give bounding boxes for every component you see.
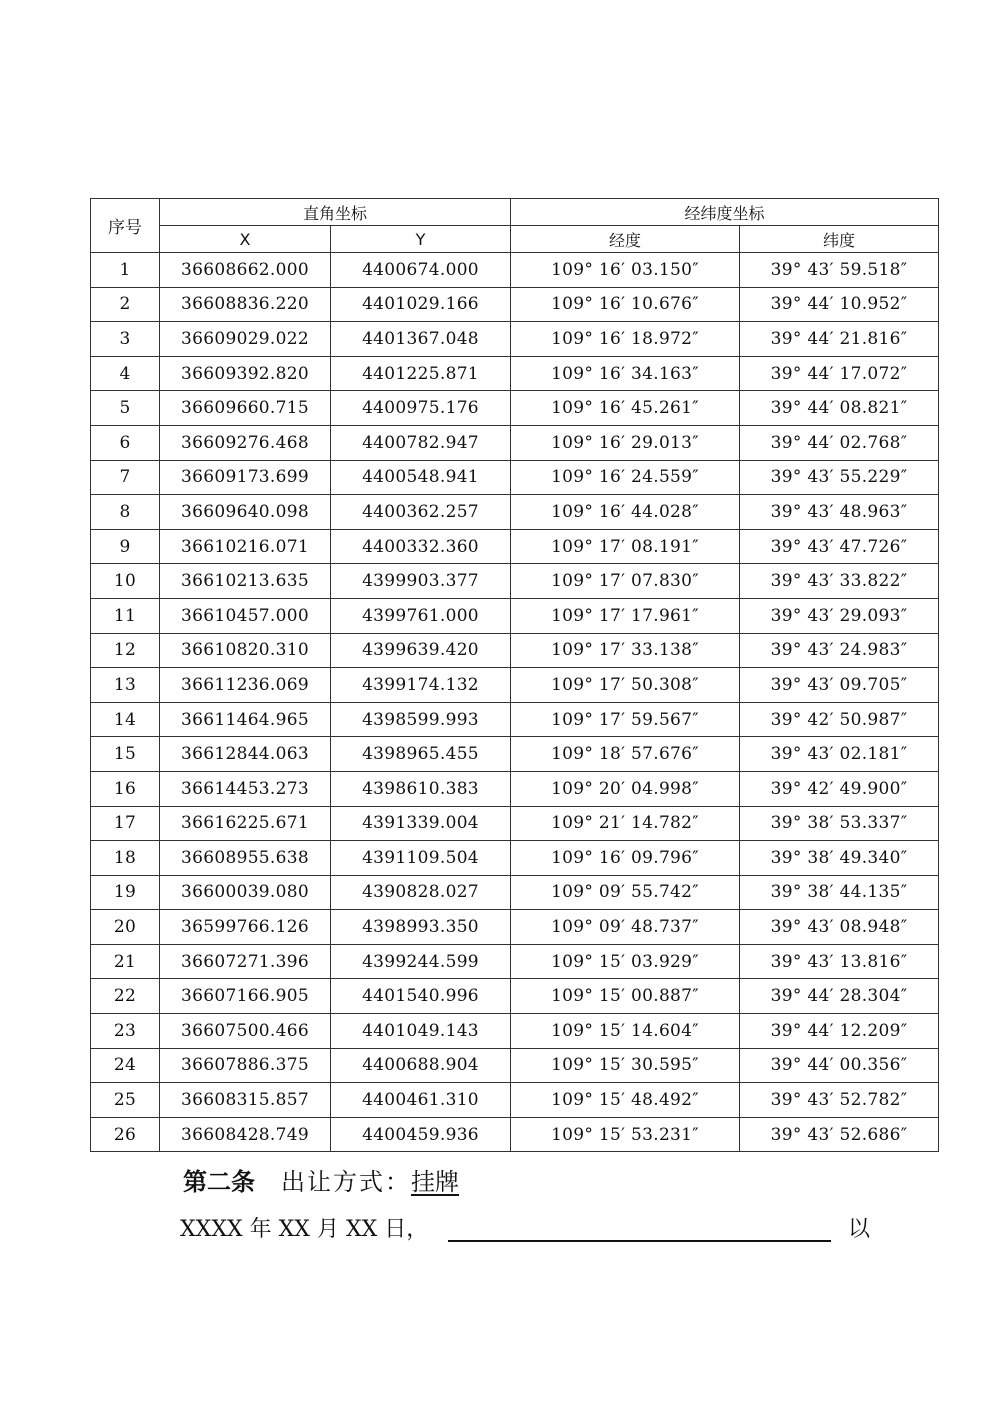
table-row (91, 979, 939, 1014)
cell-y: 4401029.166 (331, 287, 511, 322)
table-row (91, 391, 939, 426)
cell-latitude: 39° 44′ 28.304″ (740, 979, 939, 1014)
header-y: Y (331, 226, 511, 253)
cell-latitude: 39° 42′ 49.900″ (740, 771, 939, 806)
cell-latitude: 39° 43′ 02.181″ (740, 737, 939, 772)
cell-seq: 14 (91, 702, 160, 737)
cell-y: 4400688.904 (331, 1048, 511, 1083)
table-row (91, 425, 939, 460)
cell-latitude: 39° 43′ 48.963″ (740, 495, 939, 530)
table-row (91, 253, 939, 288)
coordinate-table (90, 198, 939, 1152)
cell-longitude: 109° 21′ 14.782″ (511, 806, 740, 841)
table-row (91, 564, 939, 599)
cell-seq: 5 (91, 391, 160, 426)
cell-longitude: 109° 16′ 03.150″ (511, 253, 740, 288)
cell-latitude: 39° 43′ 59.518″ (740, 253, 939, 288)
cell-latitude: 39° 38′ 44.135″ (740, 875, 939, 910)
cell-longitude: 109° 16′ 10.676″ (511, 287, 740, 322)
table-row (91, 771, 939, 806)
table-row (91, 1083, 939, 1118)
table-row (91, 806, 939, 841)
header-seq: 序号 (91, 199, 160, 253)
cell-y: 4398610.383 (331, 771, 511, 806)
cell-x: 36610820.310 (160, 633, 331, 668)
cell-seq: 25 (91, 1083, 160, 1118)
cell-latitude: 39° 44′ 12.209″ (740, 1014, 939, 1049)
cell-seq: 12 (91, 633, 160, 668)
header-x: X (160, 226, 331, 253)
table-row (91, 875, 939, 910)
cell-x: 36611464.965 (160, 702, 331, 737)
cell-latitude: 39° 44′ 02.768″ (740, 425, 939, 460)
cell-longitude: 109° 16′ 18.972″ (511, 322, 740, 357)
clause-label: 出让方式： (281, 1168, 411, 1196)
header-geo-coords: 经纬度坐标 (511, 199, 939, 226)
cell-x: 36611236.069 (160, 668, 331, 703)
cell-latitude: 39° 44′ 00.356″ (740, 1048, 939, 1083)
table-row (91, 633, 939, 668)
transfer-method-value: 挂牌 (411, 1168, 459, 1196)
table-row (91, 529, 939, 564)
cell-seq: 9 (91, 529, 160, 564)
cell-latitude: 39° 43′ 33.822″ (740, 564, 939, 599)
cell-longitude: 109° 17′ 59.567″ (511, 702, 740, 737)
cell-longitude: 109° 09′ 55.742″ (511, 875, 740, 910)
cell-x: 36608428.749 (160, 1117, 331, 1152)
cell-seq: 24 (91, 1048, 160, 1083)
table-row (91, 1117, 939, 1152)
cell-seq: 20 (91, 910, 160, 945)
cell-y: 4391109.504 (331, 841, 511, 876)
cell-longitude: 109° 15′ 00.887″ (511, 979, 740, 1014)
cell-y: 4399244.599 (331, 944, 511, 979)
table-row (91, 356, 939, 391)
cell-latitude: 39° 43′ 47.726″ (740, 529, 939, 564)
cell-seq: 6 (91, 425, 160, 460)
table-row (91, 841, 939, 876)
table-row (91, 460, 939, 495)
cell-y: 4400332.360 (331, 529, 511, 564)
cell-latitude: 39° 38′ 53.337″ (740, 806, 939, 841)
cell-latitude: 39° 43′ 24.983″ (740, 633, 939, 668)
cell-longitude: 109° 15′ 30.595″ (511, 1048, 740, 1083)
cell-x: 36607166.905 (160, 979, 331, 1014)
cell-longitude: 109° 17′ 33.138″ (511, 633, 740, 668)
cell-latitude: 39° 44′ 08.821″ (740, 391, 939, 426)
cell-y: 4390828.027 (331, 875, 511, 910)
cell-seq: 15 (91, 737, 160, 772)
cell-longitude: 109° 16′ 24.559″ (511, 460, 740, 495)
cell-y: 4400975.176 (331, 391, 511, 426)
cell-latitude: 39° 38′ 49.340″ (740, 841, 939, 876)
header-latitude: 纬度 (740, 226, 939, 253)
cell-seq: 13 (91, 668, 160, 703)
header-longitude: 经度 (511, 226, 740, 253)
cell-x: 36608955.638 (160, 841, 331, 876)
cell-x: 36609276.468 (160, 425, 331, 460)
cell-longitude: 109° 18′ 57.676″ (511, 737, 740, 772)
table-row (91, 668, 939, 703)
cell-y: 4391339.004 (331, 806, 511, 841)
table-row (91, 910, 939, 945)
cell-y: 4401540.996 (331, 979, 511, 1014)
cell-x: 36610213.635 (160, 564, 331, 599)
cell-x: 36614453.273 (160, 771, 331, 806)
cell-y: 4400674.000 (331, 253, 511, 288)
cell-seq: 1 (91, 253, 160, 288)
cell-x: 36610457.000 (160, 598, 331, 633)
cell-y: 4401225.871 (331, 356, 511, 391)
cell-longitude: 109° 17′ 50.308″ (511, 668, 740, 703)
table-row (91, 322, 939, 357)
cell-y: 4398965.455 (331, 737, 511, 772)
cell-seq: 19 (91, 875, 160, 910)
cell-seq: 17 (91, 806, 160, 841)
table-row (91, 1014, 939, 1049)
table-row (91, 495, 939, 530)
header-rect-coords: 直角坐标 (160, 199, 511, 226)
cell-x: 36609660.715 (160, 391, 331, 426)
cell-seq: 16 (91, 771, 160, 806)
cell-y: 4398599.993 (331, 702, 511, 737)
cell-latitude: 39° 43′ 29.093″ (740, 598, 939, 633)
cell-seq: 11 (91, 598, 160, 633)
cell-x: 36600039.080 (160, 875, 331, 910)
cell-seq: 18 (91, 841, 160, 876)
cell-x: 36612844.063 (160, 737, 331, 772)
fill-in-blank (448, 1240, 831, 1242)
cell-y: 4401367.048 (331, 322, 511, 357)
cell-latitude: 39° 42′ 50.987″ (740, 702, 939, 737)
cell-seq: 8 (91, 495, 160, 530)
cell-longitude: 109° 15′ 14.604″ (511, 1014, 740, 1049)
cell-latitude: 39° 43′ 52.782″ (740, 1083, 939, 1118)
cell-latitude: 39° 43′ 08.948″ (740, 910, 939, 945)
cell-x: 36610216.071 (160, 529, 331, 564)
cell-x: 36607271.396 (160, 944, 331, 979)
cell-y: 4400782.947 (331, 425, 511, 460)
cell-x: 36609029.022 (160, 322, 331, 357)
cell-y: 4399903.377 (331, 564, 511, 599)
table-row (91, 944, 939, 979)
table-row (91, 737, 939, 772)
cell-x: 36607500.466 (160, 1014, 331, 1049)
cell-seq: 10 (91, 564, 160, 599)
cell-longitude: 109° 16′ 29.013″ (511, 425, 740, 460)
table-row (91, 598, 939, 633)
coordinate-rows (91, 253, 939, 1152)
cell-longitude: 109° 09′ 48.737″ (511, 910, 740, 945)
cell-latitude: 39° 43′ 13.816″ (740, 944, 939, 979)
cell-x: 36609392.820 (160, 356, 331, 391)
cell-longitude: 109° 17′ 07.830″ (511, 564, 740, 599)
cell-x: 36608315.857 (160, 1083, 331, 1118)
cell-x: 36608836.220 (160, 287, 331, 322)
date-text: XXXX 年 XX 月 XX 日， (180, 1217, 429, 1242)
cell-x: 36607886.375 (160, 1048, 331, 1083)
cell-x: 36609173.699 (160, 460, 331, 495)
clause-number: 第二条 (183, 1168, 255, 1196)
cell-y: 4399761.000 (331, 598, 511, 633)
cell-x: 36616225.671 (160, 806, 331, 841)
cell-seq: 23 (91, 1014, 160, 1049)
cell-latitude: 39° 43′ 52.686″ (740, 1117, 939, 1152)
cell-longitude: 109° 20′ 04.998″ (511, 771, 740, 806)
cell-y: 4401049.143 (331, 1014, 511, 1049)
cell-seq: 26 (91, 1117, 160, 1152)
cell-x: 36599766.126 (160, 910, 331, 945)
cell-latitude: 39° 44′ 21.816″ (740, 322, 939, 357)
cell-y: 4399174.132 (331, 668, 511, 703)
cell-longitude: 109° 15′ 48.492″ (511, 1083, 740, 1118)
cell-longitude: 109° 15′ 53.231″ (511, 1117, 740, 1152)
cell-longitude: 109° 15′ 03.929″ (511, 944, 740, 979)
table-row (91, 1048, 939, 1083)
cell-longitude: 109° 16′ 44.028″ (511, 495, 740, 530)
table-row (91, 702, 939, 737)
date-line-tail: 以 (848, 1217, 871, 1242)
cell-seq: 4 (91, 356, 160, 391)
cell-longitude: 109° 16′ 34.163″ (511, 356, 740, 391)
cell-x: 36608662.000 (160, 253, 331, 288)
cell-y: 4400461.310 (331, 1083, 511, 1118)
cell-seq: 22 (91, 979, 160, 1014)
cell-longitude: 109° 17′ 08.191″ (511, 529, 740, 564)
cell-latitude: 39° 44′ 17.072″ (740, 356, 939, 391)
cell-seq: 21 (91, 944, 160, 979)
table-row (91, 287, 939, 322)
cell-seq: 2 (91, 287, 160, 322)
cell-longitude: 109° 16′ 45.261″ (511, 391, 740, 426)
cell-seq: 7 (91, 460, 160, 495)
date-line (180, 1212, 880, 1243)
cell-latitude: 39° 44′ 10.952″ (740, 287, 939, 322)
cell-y: 4400362.257 (331, 495, 511, 530)
cell-latitude: 39° 43′ 55.229″ (740, 460, 939, 495)
cell-y: 4398993.350 (331, 910, 511, 945)
cell-y: 4400459.936 (331, 1117, 511, 1152)
cell-latitude: 39° 43′ 09.705″ (740, 668, 939, 703)
cell-y: 4400548.941 (331, 460, 511, 495)
cell-x: 36609640.098 (160, 495, 331, 530)
cell-seq: 3 (91, 322, 160, 357)
cell-longitude: 109° 16′ 09.796″ (511, 841, 740, 876)
clause-transfer-method (183, 1162, 459, 1197)
cell-y: 4399639.420 (331, 633, 511, 668)
cell-longitude: 109° 17′ 17.961″ (511, 598, 740, 633)
